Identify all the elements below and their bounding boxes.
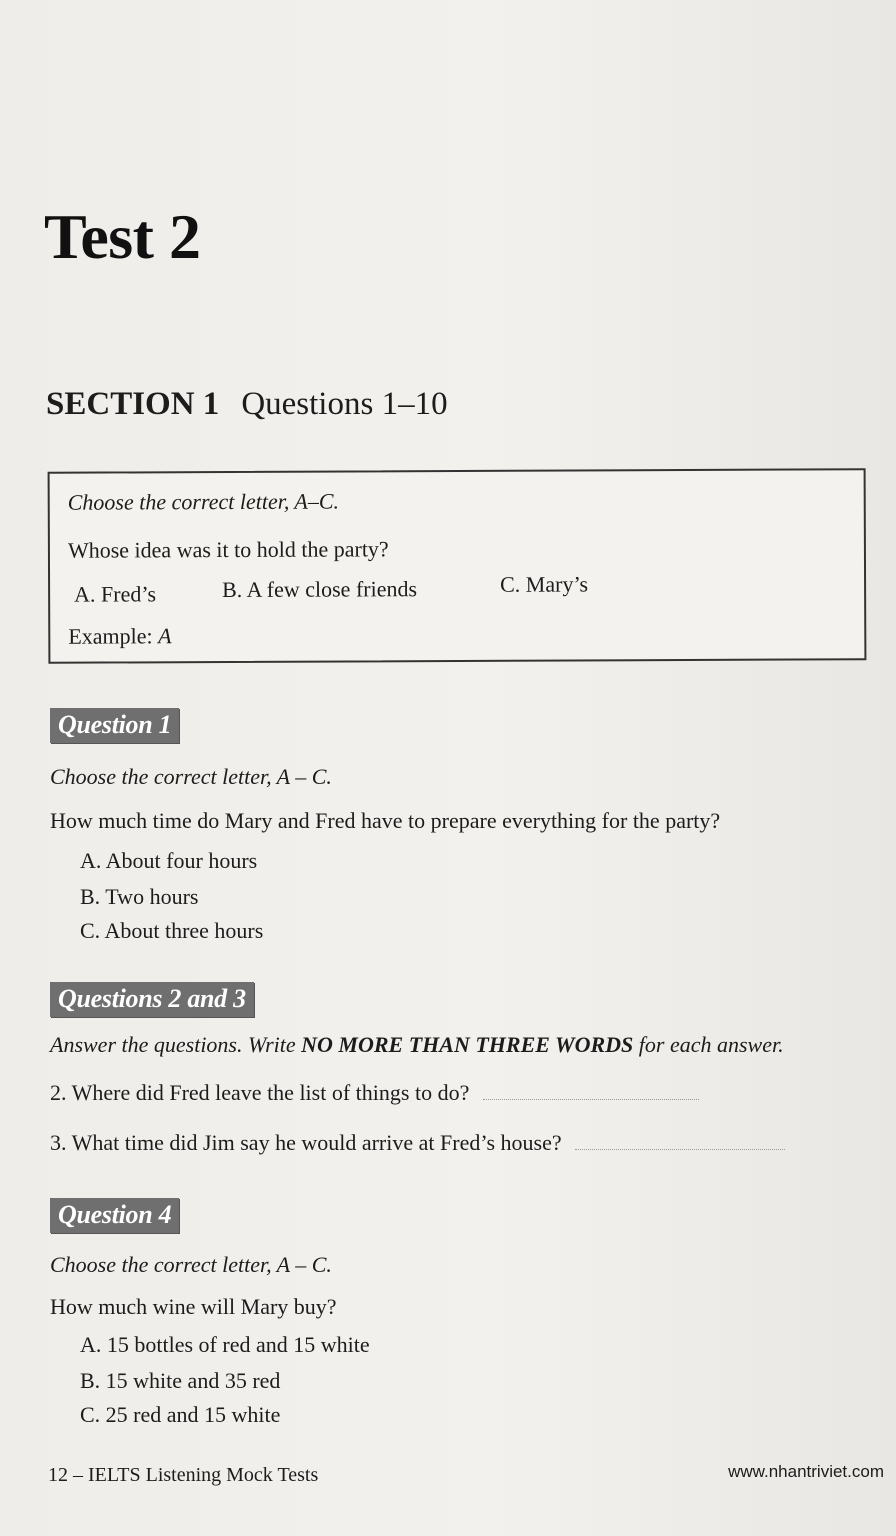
example-answer-value: A — [158, 623, 172, 649]
questions-2-3-instruction — [50, 1032, 784, 1058]
question-4-instruction: Choose the correct letter, A – C. — [50, 1252, 332, 1277]
example-answer — [68, 623, 171, 649]
question-4-option-a: A. 15 bottles of red and 15 white — [80, 1332, 370, 1357]
example-option-c: C. Mary’s — [500, 571, 589, 597]
example-answer-label: Example: — [68, 623, 153, 649]
question-1-option-b: B. Two hours — [80, 884, 199, 909]
example-option-b: B. A few close friends — [222, 576, 418, 603]
question-1-option-c: C. About three hours — [80, 918, 264, 943]
question-4-option-c: C. 25 red and 15 white — [80, 1402, 281, 1427]
example-option-a: A. Fred’s — [74, 581, 157, 607]
question-2-text — [50, 1080, 699, 1106]
page-title: Test 2 — [44, 201, 201, 272]
question-1-text: How much time do Mary and Fred have to prepare everything for the party? — [50, 808, 721, 833]
question-3-answer-blank[interactable] — [575, 1149, 785, 1150]
instruction-start: Answer the questions. Write — [50, 1032, 302, 1057]
question-1-option-a: A. About four hours — [80, 848, 258, 873]
question-3-text — [50, 1130, 785, 1156]
example-instruction: Choose the correct letter, A–C. — [67, 488, 340, 515]
question-4-text: How much wine will Mary buy? — [50, 1294, 337, 1319]
question-2-label: 2. Where did Fred leave the list of things to do? — [50, 1080, 470, 1105]
example-box — [48, 468, 867, 664]
section-question-range: Questions 1–10 — [241, 386, 448, 422]
section-label: SECTION 1 — [46, 386, 220, 422]
question-2-answer-blank[interactable] — [483, 1099, 699, 1100]
question-1-tag: Question 1 — [50, 708, 179, 743]
section-heading — [46, 386, 448, 423]
questions-2-3-tag: Questions 2 and 3 — [50, 982, 254, 1017]
question-1-instruction: Choose the correct letter, A – C. — [50, 764, 332, 789]
publisher-url: www.nhantriviet.com — [728, 1462, 884, 1481]
instruction-bold: NO MORE THAN THREE WORDS — [301, 1032, 634, 1057]
page-footer-label: 12 – IELTS Listening Mock Tests — [48, 1464, 319, 1486]
question-3-label: 3. What time did Jim say he would arrive at Fred’s house? — [50, 1130, 562, 1155]
example-question: Whose idea was it to hold the party? — [67, 536, 389, 563]
question-4-option-b: B. 15 white and 35 red — [80, 1368, 281, 1393]
question-4-tag: Question 4 — [50, 1198, 179, 1233]
instruction-end: for each answer. — [633, 1032, 784, 1057]
